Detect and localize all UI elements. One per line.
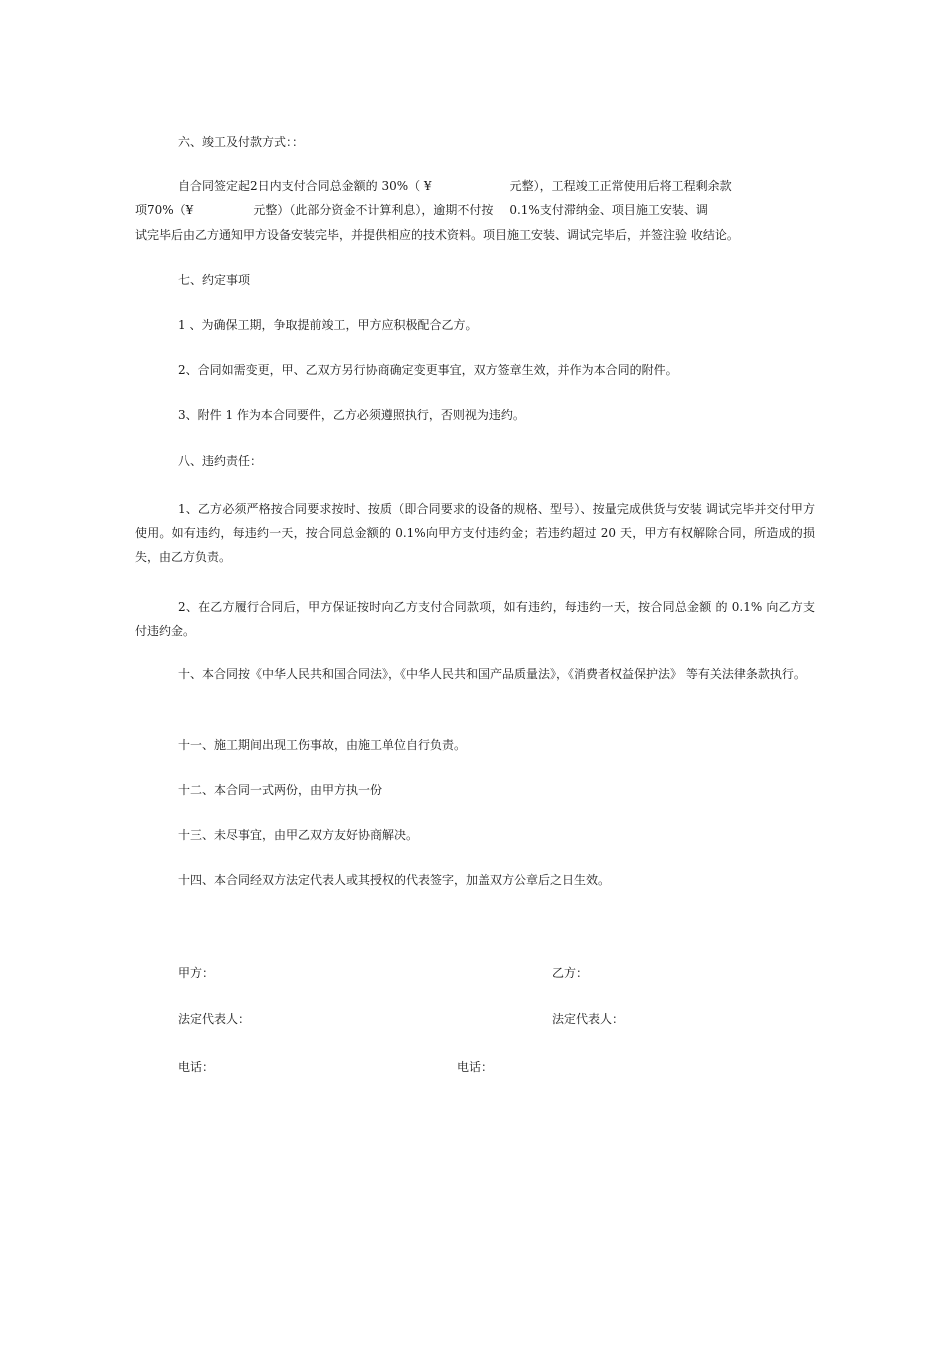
section-7-item-2: 2、合同如需变更，甲、乙双方另行协商确定变更事宜，双方签章生效，并作为本合同的附件。 bbox=[178, 363, 678, 377]
section-14: 十四、本合同经双方法定代表人或其授权的代表签字，加盖双方公章后之日生效。 bbox=[178, 873, 611, 887]
payment-clause-part-4: 元整）（此部分资金不计算利息），逾期不付按 bbox=[253, 203, 494, 217]
section-12: 十二、本合同一式两份，由甲方执一份 bbox=[178, 783, 383, 797]
section-7-heading: 七、约定事项 bbox=[178, 273, 251, 287]
party-b-phone-label: 电话： bbox=[457, 1060, 494, 1074]
payment-clause-part-2: 元整），工程竣工正常使用后将工程剩余款 bbox=[509, 179, 732, 193]
party-b-label: 乙方： bbox=[552, 966, 589, 980]
section-8-item-2: 2、在乙方履行合同后，甲方保证按时向乙方支付合同款项，如有违约，每违约一天，按合同总金额 的 0.1% 向乙方支付违约金。 bbox=[135, 600, 815, 638]
payment-clause-part-3: 项70%（¥ bbox=[135, 203, 194, 217]
section-10: 十、本合同按《中华人民共和国合同法》，《中华人民共和国产品质量法》，《消费者权益保护法》 等有关法律条款执行。 bbox=[178, 667, 806, 681]
section-6-line-1 bbox=[178, 178, 732, 194]
party-a-representative-label: 法定代表人： bbox=[178, 1012, 251, 1026]
section-6-line-2 bbox=[135, 202, 708, 218]
section-6-heading: 六、竣工及付款方式：： bbox=[178, 135, 305, 149]
section-7-item-3: 3、附件 1 作为本合同要件，乙方必须遵照执行，否则视为违约。 bbox=[178, 408, 525, 422]
section-11: 十一、施工期间出现工伤事故，由施工单位自行负责。 bbox=[178, 738, 467, 752]
party-a-phone-label: 电话： bbox=[178, 1060, 215, 1074]
section-8-item-1: 1、乙方必须严格按合同要求按时、按质（即合同要求的设备的规格、型号）、按量完成供货与安装 调试完毕并交付甲方使用。如有违约，每违约一天，按合同总金额的 0.1%向甲方支付违约金；若违约超过 20 天，甲方有权解除合同，所造成的损失，由乙方负责。 bbox=[135, 502, 815, 564]
payment-clause-part-1: 自合同签定起2日内支付合同总金额的 30%（ ¥ bbox=[178, 179, 432, 193]
party-b-representative-label: 法定代表人： bbox=[552, 1012, 625, 1026]
party-a-label: 甲方： bbox=[178, 966, 215, 980]
section-6-line-3: 试完毕后由乙方通知甲方设备安装完毕，并提供相应的技术资料。项目施工安装、调试完毕后，并签注验 收结论。 bbox=[135, 228, 739, 242]
section-8-heading: 八、违约责任： bbox=[178, 454, 263, 468]
section-7-item-1: 1 、为确保工期，争取提前竣工，甲方应积极配合乙方。 bbox=[178, 318, 478, 332]
section-13: 十三、未尽事宜，由甲乙双方友好协商解决。 bbox=[178, 828, 419, 842]
payment-clause-part-5: 0.1%支付滞纳金、项目施工安装、调 bbox=[509, 203, 708, 217]
